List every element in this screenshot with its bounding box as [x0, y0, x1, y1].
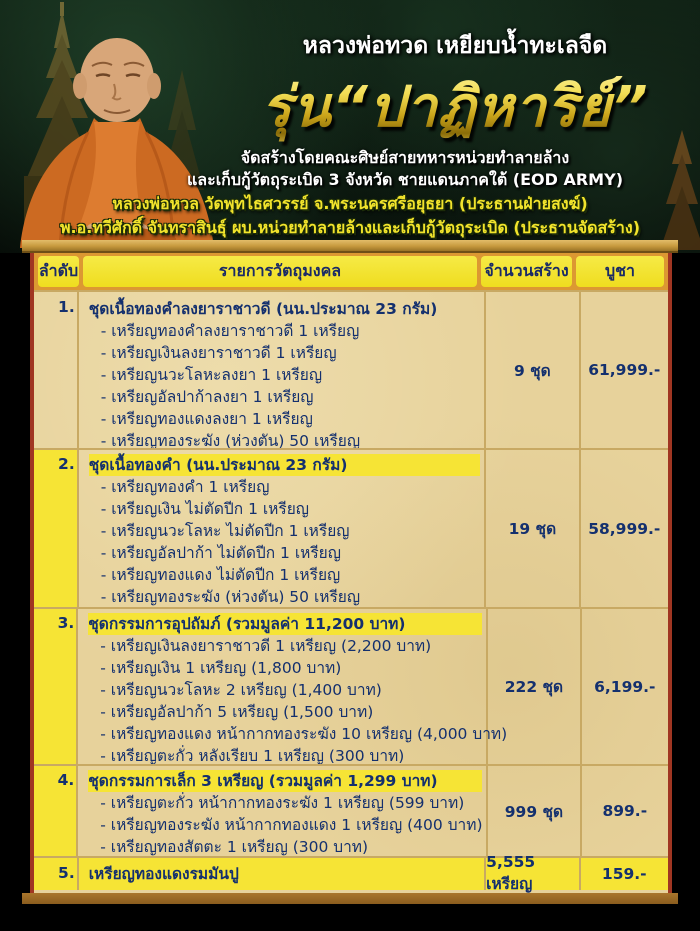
- set-item: - เหรียญนวะโลหะ 2 เหรียญ (1,400 บาท): [100, 681, 382, 699]
- set-item: - เหรียญทองคำ 1 เหรียญ: [100, 478, 270, 496]
- hero-subtitle-1: จัดสร้างโดยคณะศิษย์สายทหารหน่วยทำลายล้าง: [240, 148, 570, 167]
- table-row: [34, 607, 668, 764]
- set-title: ชุดเนื้อทองคำ (นน.ประมาณ 23 กรัม): [89, 454, 480, 476]
- set-title: ชุดเนื้อทองคำลงยาราชาวดี (นน.ประมาณ 23 กรัม): [88, 300, 438, 318]
- table-top-frame: [22, 240, 678, 253]
- worship-price: 61,999.-: [588, 361, 661, 379]
- row-items: [79, 292, 486, 448]
- set-title: ชุดกรรมการเล็ก 3 เหรียญ (รวมมูลค่า 1,299 บาท): [88, 770, 482, 792]
- table-row: [34, 764, 668, 856]
- set-item: - เหรียญเงินลงยาราชาวดี 1 เหรียญ: [100, 344, 337, 362]
- set-item: - เหรียญอัลปาก้า 5 เหรียญ (1,500 บาท): [100, 703, 374, 721]
- column-header-index: ลำดับ: [38, 256, 79, 287]
- table-row: [34, 852, 668, 893]
- set-item: - เหรียญทองคำลงยาราชาวดี 1 เหรียญ: [100, 322, 360, 340]
- quantity-made: 222 ชุด: [488, 609, 581, 764]
- price-table: [30, 253, 672, 893]
- hero-section: [0, 0, 700, 253]
- set-item: - เหรียญตะกั่ว หลังเรียบ 1 เหรียญ (300 บาท): [100, 747, 405, 765]
- worship-price: 159.-: [601, 865, 647, 883]
- set-item: - เหรียญทองระฆัง (ห่วงตัน) 50 เหรียญ: [100, 432, 361, 450]
- table-row: [34, 290, 668, 448]
- row-number: 5.: [34, 858, 79, 890]
- set-item: - เหรียญทองระฆัง (ห่วงตัน) 50 เหรียญ: [100, 588, 361, 606]
- row-number: 3.: [34, 609, 78, 764]
- hero-subject-line: หลวงพ่อทวด เหยียบน้ำทะเลจืด: [302, 33, 608, 59]
- quantity-made: 999 ชุด: [488, 766, 581, 856]
- set-item: - เหรียญนวะโลหะลงยา 1 เหรียญ: [100, 366, 323, 384]
- hero-subtitle-2: และเก็บกู้วัตถุระเบิด 3 จังหวัด ชายแดนภาคใต้ (EOD ARMY): [186, 170, 623, 189]
- set-item: - เหรียญเงิน ไม่ตัดปีก 1 เหรียญ: [100, 500, 309, 518]
- set-item: - เหรียญอัลปาก้าลงยา 1 เหรียญ: [100, 388, 314, 406]
- column-header-quantity: จำนวนสร้าง: [481, 256, 572, 287]
- worship-price: 899.-: [602, 802, 648, 820]
- set-item: - เหรียญทองแดง หน้ากากทองระฆัง 10 เหรียญ (4,000 บาท): [100, 725, 508, 743]
- worship-price: 58,999.-: [588, 519, 661, 538]
- hero-chairman-army: พ.อ.ทวีศักดิ์ จันทราสินธุ์ ผบ.หน่วยทำลายล้างและเก็บกู้วัตถุระเบิด (ประธานจัดสร้าง): [60, 218, 640, 237]
- set-title: ชุดกรรมการอุปถัมภ์ (รวมมูลค่า 11,200 บาท): [88, 613, 482, 635]
- set-item: - เหรียญอัลปาก้า ไม่ตัดปีก 1 เหรียญ: [100, 544, 341, 562]
- row-items: [78, 766, 488, 856]
- edition-title: รุ่น“ปาฏิหาริย์”: [215, 62, 695, 151]
- table-header-row: [34, 253, 668, 290]
- column-header-price: บูชา: [576, 256, 664, 287]
- row-items: [79, 450, 486, 607]
- set-item: - เหรียญทองแดง ไม่ตัดปีก 1 เหรียญ: [100, 566, 341, 584]
- set-item: - เหรียญทองแดงลงยา 1 เหรียญ: [100, 410, 313, 428]
- table-bottom-frame: [22, 893, 678, 904]
- table-row: [34, 448, 668, 607]
- column-header-items: รายการวัตถุมงคล: [83, 256, 477, 287]
- set-item: - เหรียญตะกั่ว หน้ากากทองระฆัง 1 เหรียญ (599 บาท): [100, 794, 465, 812]
- set-item: - เหรียญเงินลงยาราชาวดี 1 เหรียญ (2,200 บาท): [100, 637, 432, 655]
- worship-price: 6,199.-: [594, 677, 656, 696]
- set-item: - เหรียญทองระฆัง หน้ากากทองแดง 1 เหรียญ (400 บาท): [100, 816, 483, 834]
- set-item: - เหรียญทองสัตตะ 1 เหรียญ (300 บาท): [100, 838, 369, 856]
- row-items: [79, 858, 486, 890]
- set-item: - เหรียญนวะโลหะ ไม่ตัดปีก 1 เหรียญ: [100, 522, 350, 540]
- row-number: 2.: [34, 450, 79, 607]
- set-title: เหรียญทองแดงรมมันปู: [88, 865, 239, 883]
- row-number: 1.: [34, 292, 79, 448]
- row-number: 4.: [34, 766, 78, 856]
- row-items: [78, 609, 508, 765]
- quantity-made: 19 ชุด: [486, 450, 580, 607]
- set-item: - เหรียญเงิน 1 เหรียญ (1,800 บาท): [100, 659, 342, 677]
- hero-chairman-monk: หลวงพ่อหวล วัดพุทไธศวรรย์ จ.พระนครศรีอยุธยา (ประธานฝ่ายสงฆ์): [112, 194, 588, 213]
- quantity-made: 5,555 เหรียญ: [486, 858, 580, 890]
- quantity-made: 9 ชุด: [486, 292, 580, 448]
